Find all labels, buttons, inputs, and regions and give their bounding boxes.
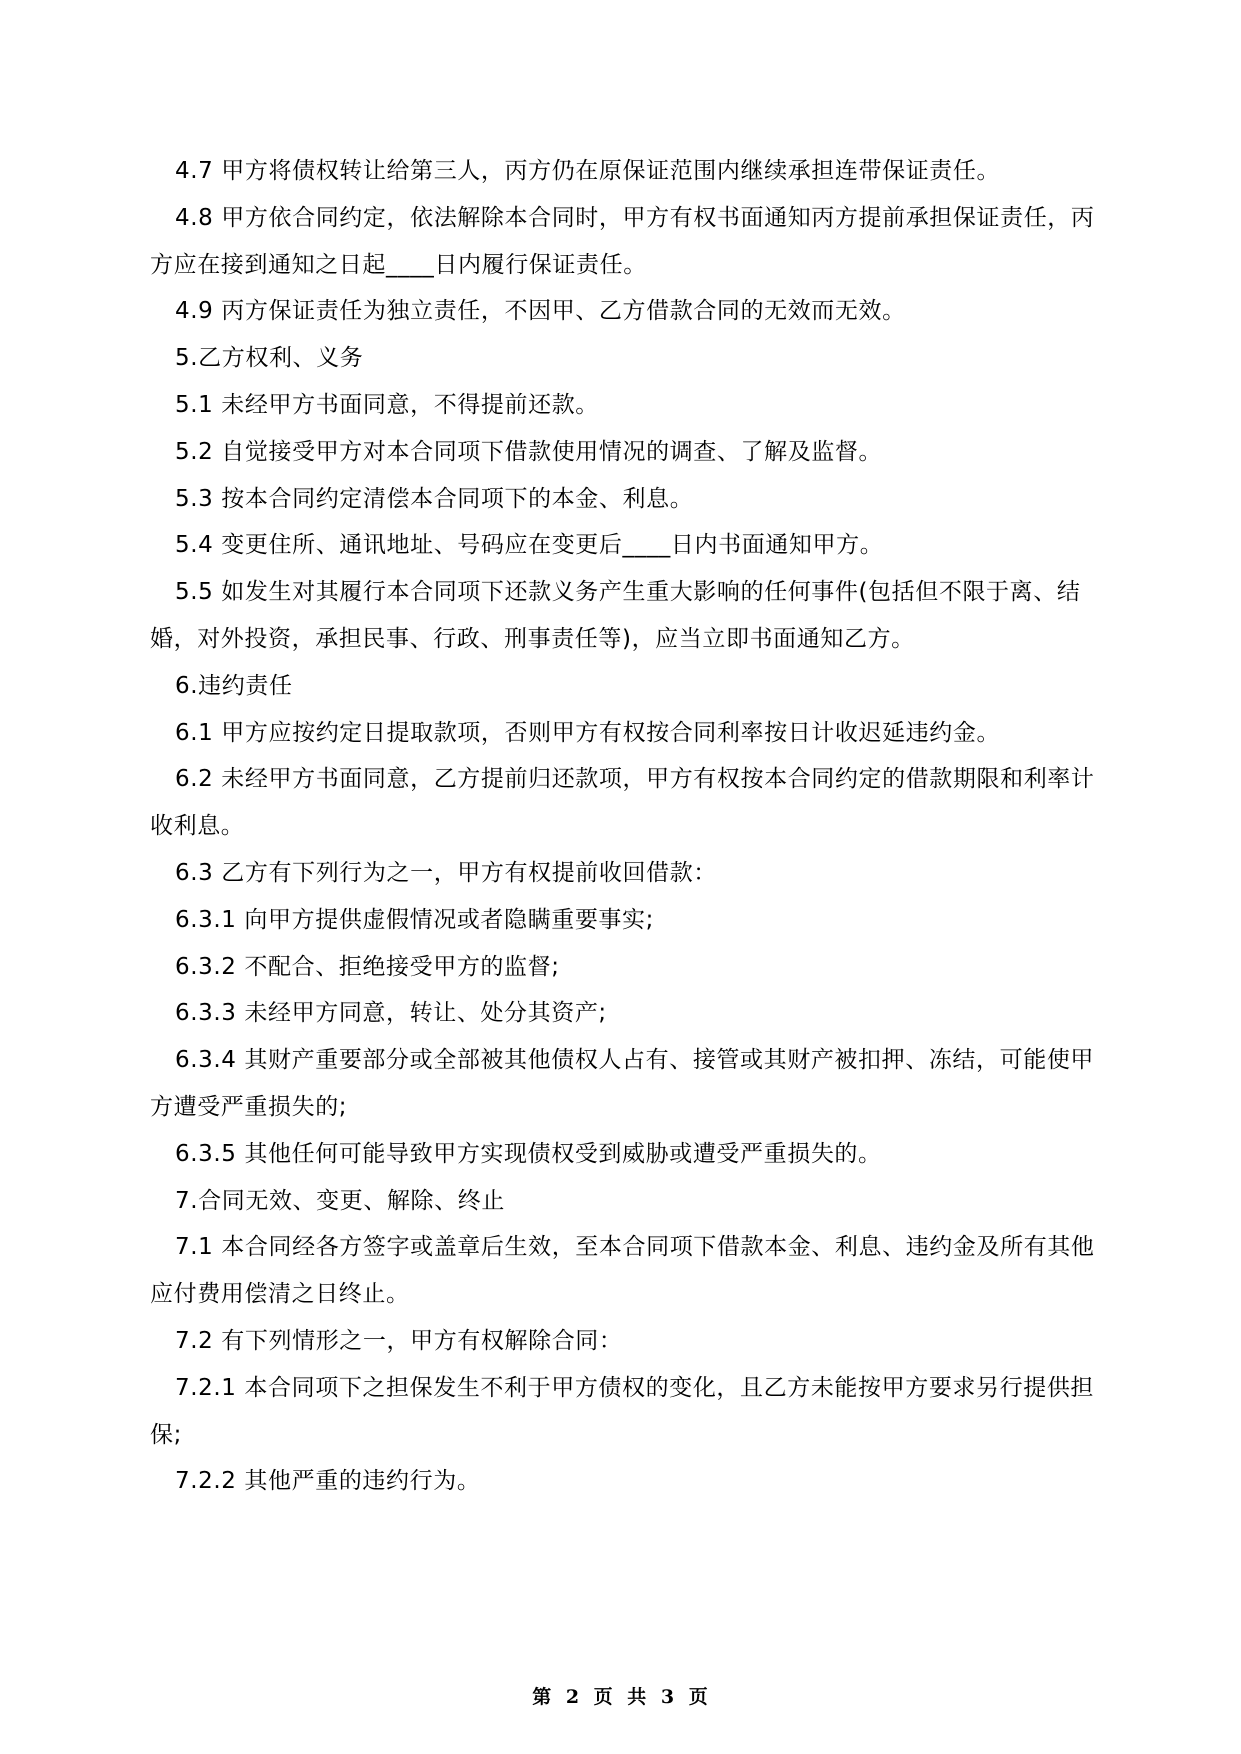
clause-7-2-1: 7.2.1 本合同项下之担保发生不利于甲方债权的变化，且乙方未能按甲方要求另行提供担保; xyxy=(150,1374,1095,1448)
clause-5-1: 5.1 未经甲方书面同意，不得提前还款。 xyxy=(175,391,599,418)
clause-4-9: 4.9 丙方保证责任为独立责任，不因甲、乙方借款合同的无效而无效。 xyxy=(175,298,906,325)
clause-5-2: 5.2 自觉接受甲方对本合同项下借款使用情况的调查、了解及监督。 xyxy=(175,438,883,465)
clause-6-3-4: 6.3.4 其财产重要部分或全部被其他债权人占有、接管或其财产被扣押、冻结，可能使甲方遭受严重损失的; xyxy=(150,1047,1095,1120)
clause-7-2-2: 7.2.2 其他严重的违约行为。 xyxy=(175,1468,481,1495)
clause-6-3-2: 6.3.2 不配合、拒绝接受甲方的监督; xyxy=(175,953,560,980)
document-body xyxy=(150,148,1095,1505)
page-number-footer: 第 2 页 共 3 页 xyxy=(532,1686,709,1708)
clause-4-7: 4.7 甲方将债权转让给第三人，丙方仍在原保证范围内继续承担连带保证责任。 xyxy=(175,158,1001,184)
clause-7-1: 7.1 本合同经各方签字或盖章后生效，至本合同项下借款本金、利息、违约金及所有其他应付费用偿清之日终止。 xyxy=(150,1234,1095,1308)
clause-4-8: 4.8 甲方依合同约定，依法解除本合同时，甲方有权书面通知丙方提前承担保证责任，丙方应在接到通知之日起____日内履行保证责任。 xyxy=(150,204,1095,278)
clause-6-3-1: 6.3.1 向甲方提供虚假情况或者隐瞒重要事实; xyxy=(175,906,654,933)
section-heading-5: 5.乙方权利、义务 xyxy=(175,345,364,372)
clause-6-2: 6.2 未经甲方书面同意，乙方提前归还款项，甲方有权按本合同约定的借款期限和利率计收利息。 xyxy=(150,766,1095,840)
clause-6-1: 6.1 甲方应按约定日提取款项，否则甲方有权按合同利率按日计收迟延违约金。 xyxy=(175,719,1001,746)
clause-7-2: 7.2 有下列情形之一，甲方有权解除合同： xyxy=(175,1327,623,1354)
clause-5-5: 5.5 如发生对其履行本合同项下还款义务产生重大影响的任何事件(包括但不限于离、结婚，对外投资，承担民事、行政、刑事责任等)，应当立即书面通知乙方。 xyxy=(150,579,1081,652)
clause-6-3-5: 6.3.5 其他任何可能导致甲方实现债权受到威胁或遭受严重损失的。 xyxy=(175,1140,882,1167)
section-heading-7: 7.合同无效、变更、解除、终止 xyxy=(175,1187,505,1214)
clause-6-3: 6.3 乙方有下列行为之一，甲方有权提前收回借款： xyxy=(175,859,717,886)
clause-5-3: 5.3 按本合同约定清偿本合同项下的本金、利息。 xyxy=(175,485,694,512)
section-heading-6: 6.违约责任 xyxy=(175,672,293,699)
clause-6-3-3: 6.3.3 未经甲方同意，转让、处分其资产; xyxy=(175,1000,607,1027)
clause-5-4: 5.4 变更住所、通讯地址、号码应在变更后____日内书面通知甲方。 xyxy=(175,532,884,559)
